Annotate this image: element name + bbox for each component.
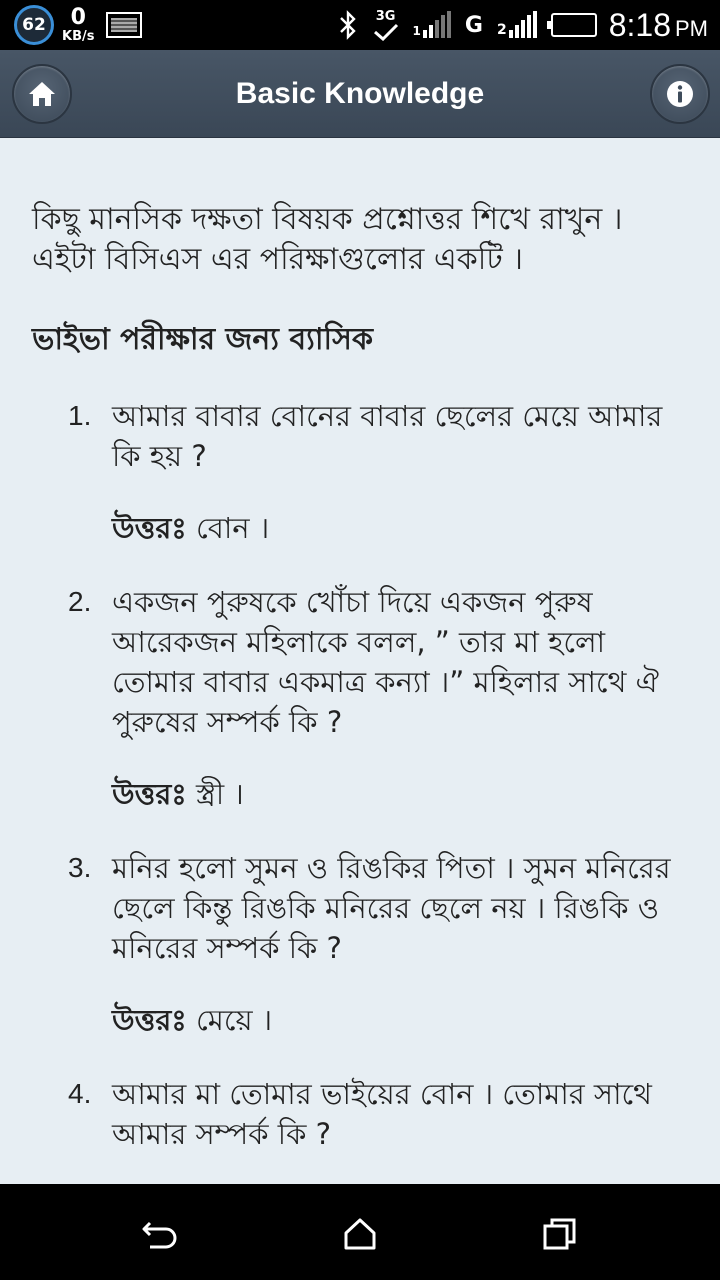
answer-text: মেয়ে । — [195, 1003, 273, 1037]
signal-strength-1-icon: 1 — [413, 12, 451, 38]
answer-label: উত্তরঃ — [112, 511, 187, 545]
question-list — [32, 396, 688, 1154]
info-button[interactable] — [650, 64, 710, 124]
network-speed-value: 0 — [70, 5, 86, 30]
bluetooth-icon — [337, 9, 359, 41]
status-left — [14, 5, 142, 45]
page-title: Basic Knowledge — [235, 77, 485, 110]
answer — [112, 1000, 688, 1040]
network-speed-unit: KB/s — [62, 29, 95, 44]
clock — [609, 7, 708, 44]
signal-strength-2-icon — [497, 12, 537, 38]
home-button[interactable] — [12, 64, 72, 124]
question-number: 1. — [68, 400, 92, 431]
question-item — [32, 582, 688, 814]
home-outline-icon — [343, 1217, 377, 1251]
3g-label: 3G — [375, 8, 396, 24]
question-text: একজন পুরুষকে খোঁচা দিয়ে একজন পুরুষ আরেকজন মহিলাকে বলল, ” তার মা হলো তোমার বাবার একমাত্র কন্যা ।” মহিলার সাথে ঐ পুরুষের সম্পর্ক কি ? — [112, 585, 659, 739]
answer-text: বোন । — [195, 511, 270, 545]
question-number: 3. — [68, 852, 92, 883]
clock-ampm: PM — [675, 15, 708, 41]
article-content[interactable] — [0, 138, 720, 1184]
image-notification-icon — [106, 12, 142, 38]
question-item — [32, 1074, 688, 1154]
answer — [112, 774, 688, 814]
info-icon — [666, 80, 694, 108]
section-title: ভাইভা পরীক্ষার জন্য ব্যাসিক — [32, 322, 373, 357]
3g-data-icon — [373, 10, 399, 41]
back-arrow-icon — [140, 1217, 180, 1251]
recent-apps-icon — [542, 1217, 578, 1251]
question-text: আমার বাবার বোনের বাবার ছেলের মেয়ে আমার কি হয় ? — [112, 399, 663, 473]
answer — [112, 508, 688, 548]
back-button[interactable] — [130, 1212, 190, 1256]
network-speed — [62, 7, 94, 43]
home-icon — [27, 80, 57, 108]
intro-paragraph: কিছু মানসিক দক্ষতা বিষয়ক প্রশ্নোত্তর শিখে রাখুন । এইটা বিসিএস এর পরিক্ষাগুলোর একটি । — [32, 202, 623, 277]
home-nav-button[interactable] — [330, 1212, 390, 1256]
status-bar — [0, 0, 720, 50]
question-item — [32, 848, 688, 1040]
g-network-icon: G — [464, 12, 483, 38]
answer-label: উত্তরঃ — [112, 777, 187, 811]
notification-count-badge: 62 — [14, 5, 54, 45]
answer-label: উত্তরঃ — [112, 1003, 187, 1037]
question-item — [32, 396, 688, 548]
question-number: 2. — [68, 586, 92, 617]
question-number: 4. — [68, 1078, 92, 1109]
battery-icon — [551, 13, 597, 37]
system-nav-bar — [0, 1184, 720, 1280]
status-right — [323, 0, 708, 50]
answer-text: স্ত্রী । — [195, 777, 244, 811]
sim-2-label: 2 — [496, 22, 507, 38]
app-bar — [0, 50, 720, 138]
recent-apps-button[interactable] — [530, 1212, 590, 1256]
clock-time: 8:18 — [608, 6, 671, 43]
question-text: আমার মা তোমার ভাইয়ের বোন । তোমার সাথে আমার সম্পর্ক কি ? — [112, 1077, 652, 1151]
question-text: মনির হলো সুমন ও রিঙকির পিতা । সুমন মনিরের ছেলে কিন্তু রিঙকি মনিরের ছেলে নয় । রিঙকি ও মনিরের সম্পর্ক কি ? — [112, 851, 671, 965]
